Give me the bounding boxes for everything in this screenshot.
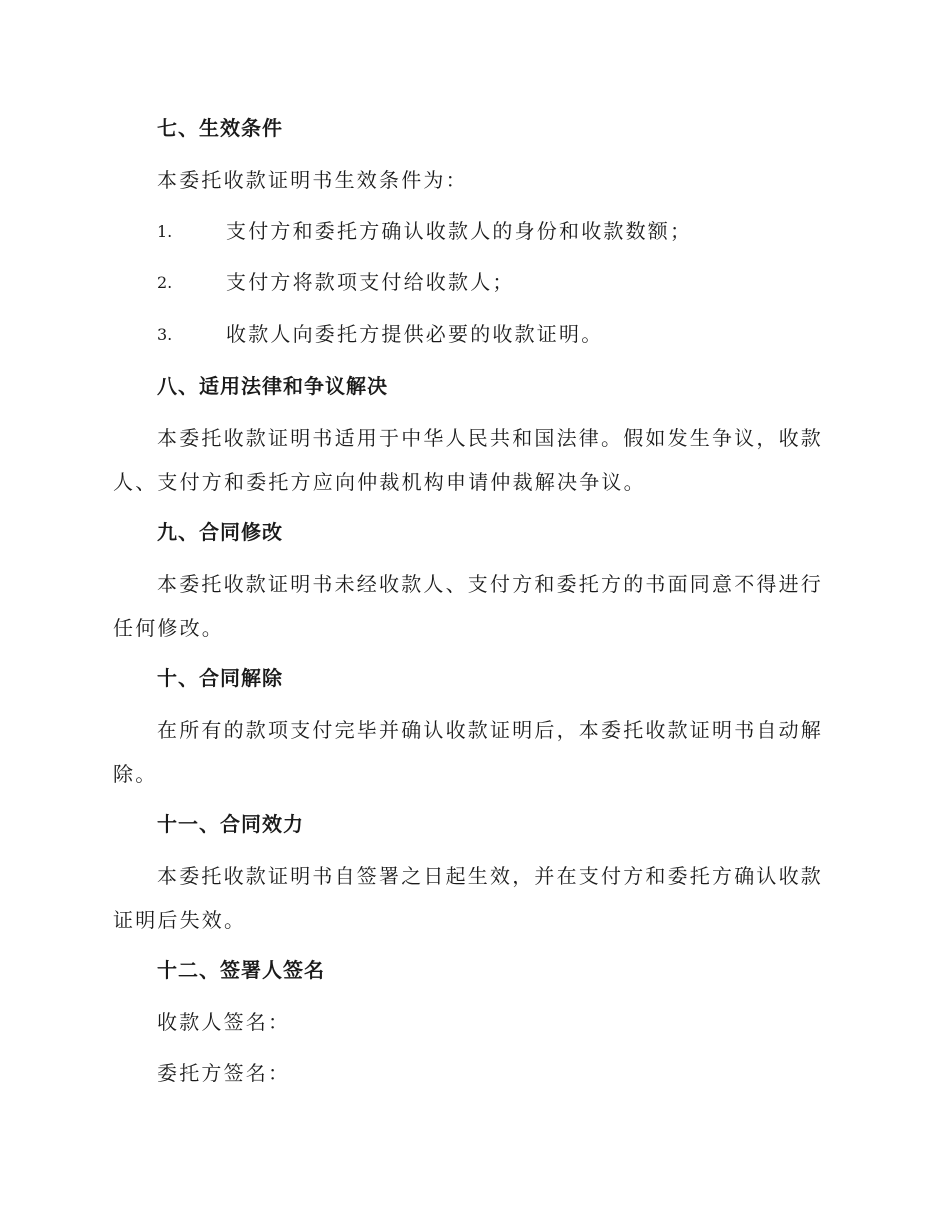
list-item-2-text: 支付方将款项支付给收款人； (226, 270, 515, 294)
payee-signature-label: 收款人签名： (157, 1010, 291, 1034)
section-8-heading: 八、适用法律和争议解决 (157, 374, 388, 398)
section-7-heading: 七、生效条件 (157, 116, 283, 140)
section-11-body: 本委托收款证明书自签署之日起生效，并在支付方和委托方确认收款证明后失效。 (113, 864, 823, 932)
section-9-body: 本委托收款证明书未经收款人、支付方和委托方的书面同意不得进行任何修改。 (113, 572, 823, 640)
section-12-heading: 十二、签署人签名 (157, 958, 325, 982)
section-10-heading: 十、合同解除 (157, 666, 283, 690)
principal-signature-label: 委托方签名： (157, 1061, 291, 1085)
section-9-heading: 九、合同修改 (157, 520, 283, 544)
list-item-2-number: 2. (157, 273, 173, 292)
list-item-3-number: 3. (157, 325, 173, 344)
section-8-body: 本委托收款证明书适用于中华人民共和国法律。假如发生争议，收款人、支付方和委托方应向仲裁机构申请仲裁解决争议。 (113, 426, 823, 494)
section-11-heading: 十一、合同效力 (157, 812, 304, 836)
list-item-1-number: 1. (157, 222, 173, 241)
list-item-1-text: 支付方和委托方确认收款人的身份和收款数额； (226, 219, 693, 243)
section-7-intro: 本委托收款证明书生效条件为： (157, 168, 468, 192)
section-10-body: 在所有的款项支付完毕并确认收款证明后，本委托收款证明书自动解除。 (113, 718, 823, 786)
list-item-3-text: 收款人向委托方提供必要的收款证明。 (226, 322, 604, 346)
